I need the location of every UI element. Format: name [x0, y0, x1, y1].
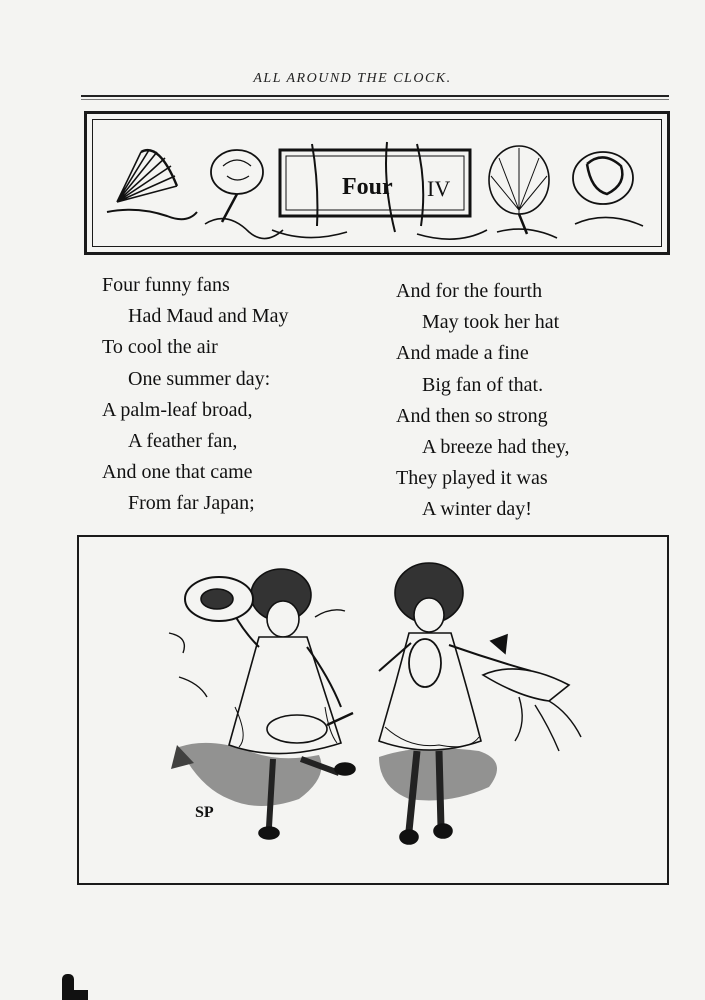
poem-line: And made a fine [396, 342, 529, 365]
folding-fan-icon [107, 150, 197, 219]
poem-line: To cool the air [102, 336, 218, 359]
scan-edge-mark [74, 990, 88, 1000]
poem-line: May took her hat [422, 311, 560, 334]
poem-line: From far Japan; [128, 492, 255, 515]
poem-line: And one that came [102, 461, 253, 484]
poem-right-column [396, 276, 570, 526]
poem-line: A breeze had they, [422, 436, 570, 459]
round-fan-icon [205, 150, 283, 239]
poem-line: And for the fourth [396, 280, 543, 302]
feather-fan-icon [573, 152, 643, 226]
header-rule-thin [81, 99, 669, 100]
poem-left-column [102, 270, 289, 520]
poem-line: And then so strong [396, 404, 548, 427]
poem-line: A palm-leaf broad, [102, 398, 253, 421]
poem-line: One summer day: [128, 367, 271, 390]
artist-monogram: SP [195, 804, 214, 821]
right-girl-figure [379, 563, 581, 844]
running-head: ALL AROUND THE CLOCK. [253, 71, 452, 86]
illustration-panel [77, 535, 669, 885]
poem-line: A feather fan, [128, 430, 238, 453]
poem-line: Four funny fans [102, 274, 230, 296]
decorative-banner [84, 111, 670, 255]
poem-line: A winter day! [422, 498, 532, 521]
header-rule [81, 95, 669, 97]
banner-art [87, 114, 673, 258]
dancing-girls-illustration [79, 537, 671, 887]
poem-line: Big fan of that. [422, 373, 544, 396]
banner-title: Four [342, 174, 393, 200]
palm-leaf-fan-icon [489, 146, 557, 238]
poem-line: They played it was [396, 467, 548, 490]
poem-line: Had Maud and May [128, 305, 289, 328]
banner-numeral: IV [427, 176, 451, 201]
ground-shadow [171, 743, 497, 806]
scan-edge-mark [62, 974, 74, 1000]
